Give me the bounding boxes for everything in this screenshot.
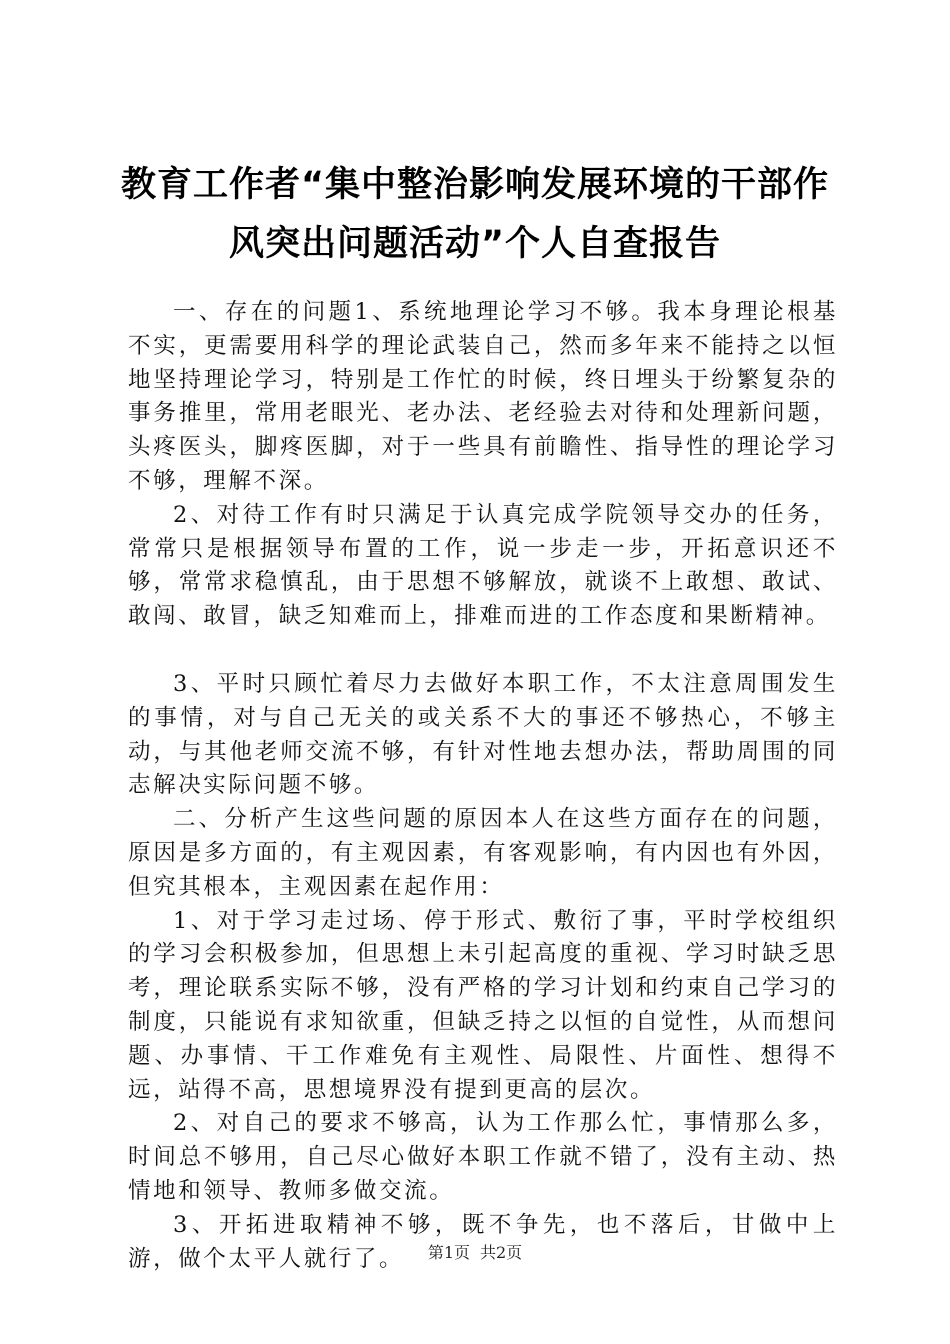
paragraph-problem-1: 一、存在的问题1、系统地理论学习不够。我本身理论根基不实，更需要用科学的理论武装自己，然而多年来不能持之以恒地坚持理论学习，特别是工作忙的时候，终日埋头于纷繁复杂的事务推里，常用老眼光、老办法、老经验去对待和处理新问题，头疼医头，脚疼医脚，对于一些具有前瞻性、指导性的理论学习不够，理解不深。	[128, 299, 838, 494]
page-total: 共2页	[480, 1243, 523, 1262]
paragraph-cause-2: 2、对自己的要求不够高，认为工作那么忙，事情那么多，时间总不够用，自己尽心做好本职工作就不错了，没有主动、热情地和领导、教师多做交流。	[128, 1110, 838, 1204]
page-footer	[0, 1243, 950, 1263]
document-title-line-1: 教育工作者“集中整治影响发展环境的干部作	[120, 165, 829, 205]
document-title-line-2: 风突出问题活动”个人自查报告	[228, 224, 721, 264]
paragraph-problem-3: 3、平时只顾忙着尽力去做好本职工作，不太注意周围发生的事情，对与自己无关的或关系不大的事还不够热心，不够主动，与其他老师交流不够，有针对性地去想办法，帮助周围的同志解决实际问题不够。	[128, 670, 838, 799]
paragraph-cause-3: 3、开拓进取精神不够，既不争先，也不落后，甘做中上游，做个太平人就行了。	[128, 1211, 838, 1272]
paragraph-cause-1: 1、对于学习走过场、停于形式、敷衍了事，平时学校组织的学习会积极参加，但思想上未引起高度的重视、学习时缺乏思考，理论联系实际不够，没有严格的学习计划和约束自己学习的制度，只能说有求知欲重，但缺乏持之以恒的自觉性，从而想问题、办事情、干工作难免有主观性、局限性、片面性、想得不远，站得不高，思想境界没有提到更高的层次。	[128, 907, 838, 1103]
page-number: 第1页	[427, 1243, 470, 1262]
paragraph-problem-2: 2、对待工作有时只满足于认真完成学院领导交办的任务，常常只是根据领导布置的工作，说一步走一步，开拓意识还不够，常常求稳慎乱，由于思想不够解放，就谈不上敢想、敢试、敢闯、敢冒，缺乏知难而上，排难而进的工作态度和果断精神。	[128, 501, 838, 630]
document-body	[128, 296, 838, 1276]
paragraph-analysis-intro: 二、分析产生这些问题的原因本人在这些方面存在的问题，原因是多方面的，有主观因素，有客观影响，有内因也有外因，但究其根本，主观因素在起作用：	[128, 806, 838, 900]
